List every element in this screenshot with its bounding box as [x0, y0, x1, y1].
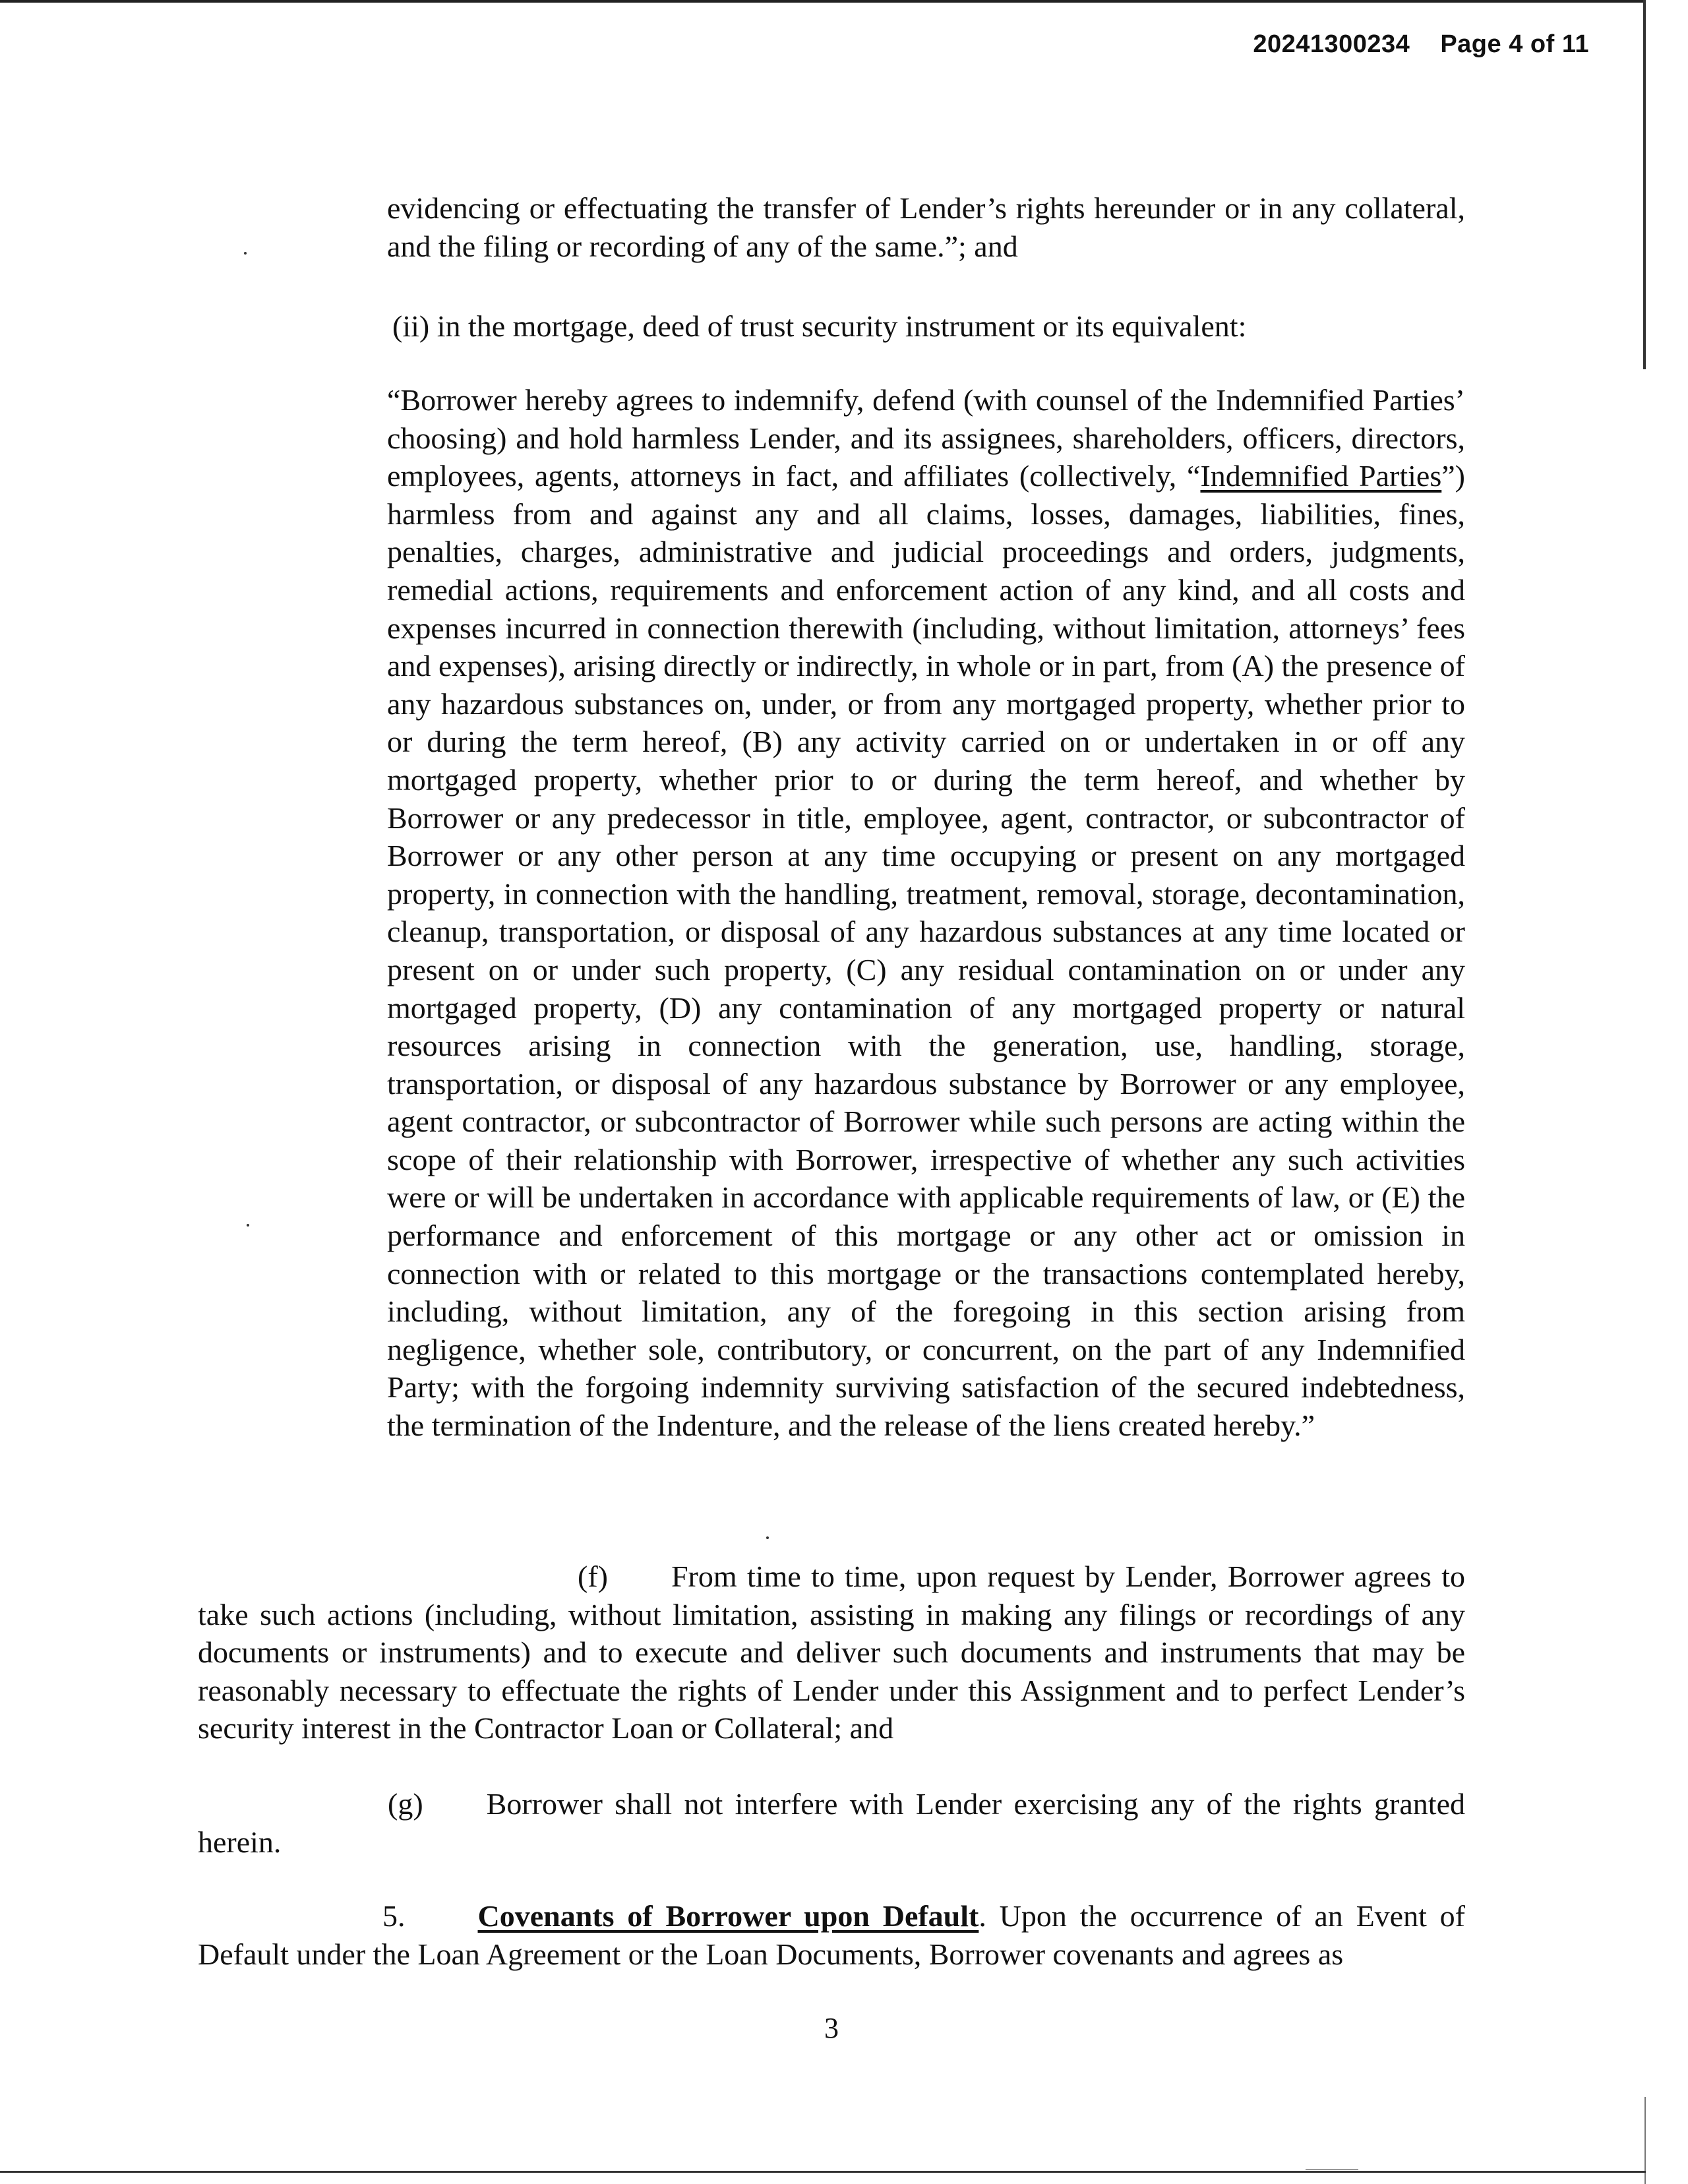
quote-continuation: evidencing or effectuating the transfer of Lender’s rights hereunder or in any collateral, and the filing or recording of any of the same.”; and — [387, 191, 1465, 263]
scan-edge-bottom — [0, 2171, 1646, 2173]
indemnity-text-rest: ”) harmless from and against any and all claims, losses, damages, liabilities, fines, penalties, charges, administrative and judicial proceedings and orders, judgments, remedial actions, requirements and enforcement action of any kind, and all costs and expenses incurred in connection therewith (including, without limitation, attorneys’ fees and expenses), arising directly or indirectly, in whole or in part, from (A) the presence of any hazardous substances on, under, or from any mortgaged property, whether prior to or during the term hereof, (B) any activity carried on or undertaken in or off any mortgaged property, whether prior to or during the term hereof, and whether by Borrower or any predecessor in title, employee, agent, contractor, or subcontractor of Borrower or any other person at any time occupying or present on any mortgaged property, in connection with the handling, treatment, removal, storage, decontamination, cleanup, transportation, or disposal of any hazardous substances at any time located or present on or under such property, (C) any residual contamination on or under any mortgaged property, (D) any contamination of any mortgaged property or natural resources arising in connection with the generation, use, handling, storage, transportation, or disposal of any hazardous substance by Borrower or any employee, agent contractor, or subcontractor of Borrower while such persons are acting within the scope of their relationship with Borrower, irrespective of whether any such activities were or will be undertaken in accordance with applicable requirements of law, or (E) the performance and enforcement of this mortgage or any other act or omission in connection with or related to this mortgage or the transactions contemplated hereby, including, without limitation, any of the foregoing in this section arising from negligence, whether sole, contributory, or concurrent, on the part of any Indemnified Party; with the forgoing indemnity surviving satisfaction of the secured indebtedness, the termination of the Indenture, and the release of the liens created hereby.” — [387, 459, 1465, 1443]
paragraph-f-label: (f) — [578, 1560, 608, 1593]
defined-term-indemnified-parties: Indemnified Parties — [1200, 459, 1442, 493]
page-label: Page 4 of 11 — [1440, 30, 1589, 58]
paragraph-g-tail: herein. — [198, 1825, 282, 1859]
section-5 — [198, 1897, 1465, 1973]
scan-edge-right — [1643, 0, 1646, 369]
recording-header — [1253, 30, 1589, 59]
page-number: 3 — [824, 2012, 839, 2044]
scan-edge-bottom-mark — [1306, 2169, 1358, 2170]
paragraph-g-text: Borrower shall not interfere with Lender exercising any of the rights granted — [486, 1787, 1465, 1821]
scan-speck — [766, 1536, 769, 1539]
indemnity-clause — [387, 381, 1465, 1445]
item-ii-heading: (ii) in the mortgage, deed of trust security instrument or its equivalent: — [392, 309, 1247, 343]
scan-speck — [244, 252, 247, 255]
scan-speck — [247, 1224, 249, 1227]
paragraph-f — [198, 1558, 1465, 1747]
paragraph-g — [198, 1785, 1465, 1861]
section-5-heading: Covenants of Borrower upon Default — [477, 1899, 979, 1933]
indemnity-text-start: “Borrower hereby agrees to indemnify, defend (with counsel of the Indemnified Parties’ choosing) and hold harmless Lender, and its assignees, shareholders, officers, directors, employees, agents, attorneys in fact, and affiliates (collectively, “ — [387, 383, 1465, 493]
section-5-text: . Upon the occurrence of an Event of Default under the Loan Agreement or the Loan Documents, Borrower covenants and agrees as — [198, 1899, 1465, 1971]
document-id: 20241300234 — [1253, 30, 1410, 58]
scan-edge-top — [0, 0, 1646, 3]
section-5-number: 5. — [382, 1899, 406, 1933]
paragraph-f-text: From time to time, upon request by Lender, Borrower agrees to take such actions (including, without limitation, assisting in making any filings or recordings of any documents or instruments) and to execute and deliver such documents and instruments that may be reasonably necessary to effectuate the rights of Lender under this Assignment and to perfect Lender’s security interest in the Contractor Loan or Collateral; and — [198, 1560, 1465, 1745]
paragraph-g-line — [198, 1785, 1465, 1823]
paragraph-g-label: (g) — [388, 1787, 423, 1821]
